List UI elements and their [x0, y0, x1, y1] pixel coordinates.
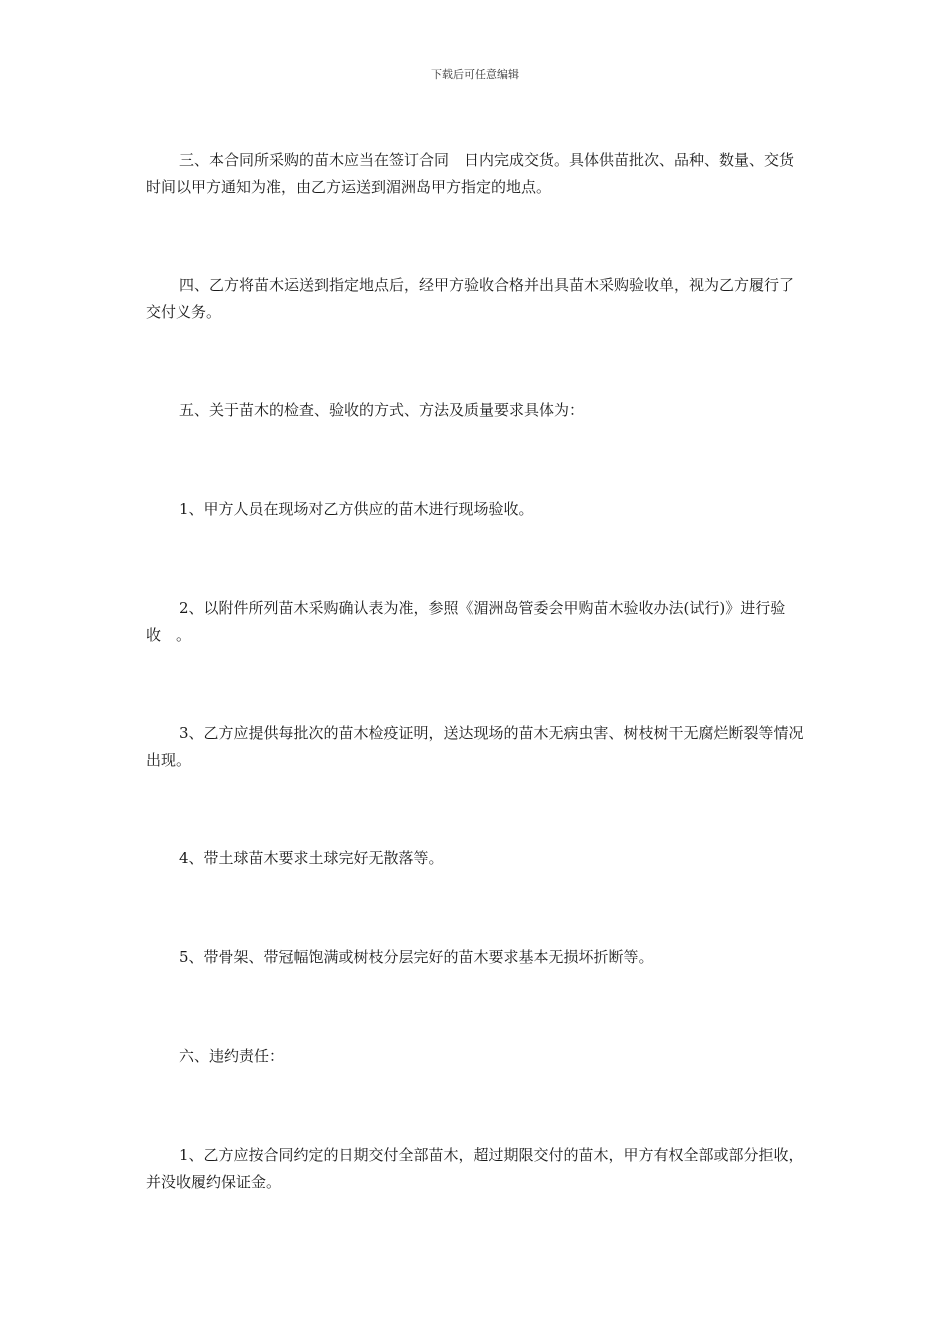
clause-5-item-1: 1、甲方人员在现场对乙方供应的苗木进行现场验收。 [179, 500, 534, 518]
clause-6-heading: 六、违约责任： [179, 1047, 285, 1065]
clause-5-item-5: 5、带骨架、带冠幅饱满或树枝分层完好的苗木要求基本无损坏折断等。 [179, 948, 654, 966]
clause-6-item-1: 1、乙方应按合同约定的日期交付全部苗木，超过期限交付的苗木，甲方有权全部或部分拒收，并没收履约保证金。 [146, 1146, 804, 1191]
clause-5-heading: 五、关于苗木的检查、验收的方式、方法及质量要求具体为： [179, 401, 585, 419]
clause-3-delivery: 三、本合同所采购的苗木应当在签订合同 日内完成交货。具体供苗批次、品种、数量、交货时间以甲方通知为准，由乙方运送到湄洲岛甲方指定的地点。 [146, 151, 795, 196]
clause-5-item-2: 2、以附件所列苗木采购确认表为准，参照《湄洲岛管委会甲购苗木验收办法(试行)》进行验收 。 [146, 599, 786, 644]
clause-5-item-4: 4、带土球苗木要求土球完好无散落等。 [179, 849, 444, 867]
clause-4-acceptance: 四、乙方将苗木运送到指定地点后，经甲方验收合格并出具苗木采购验收单，视为乙方履行了交付义务。 [146, 276, 795, 321]
page-header: 下载后可任意编辑 [431, 68, 519, 81]
clause-5-item-3: 3、乙方应提供每批次的苗木检疫证明，送达现场的苗木无病虫害、树枝树干无腐烂断裂等情况出现。 [146, 724, 804, 769]
